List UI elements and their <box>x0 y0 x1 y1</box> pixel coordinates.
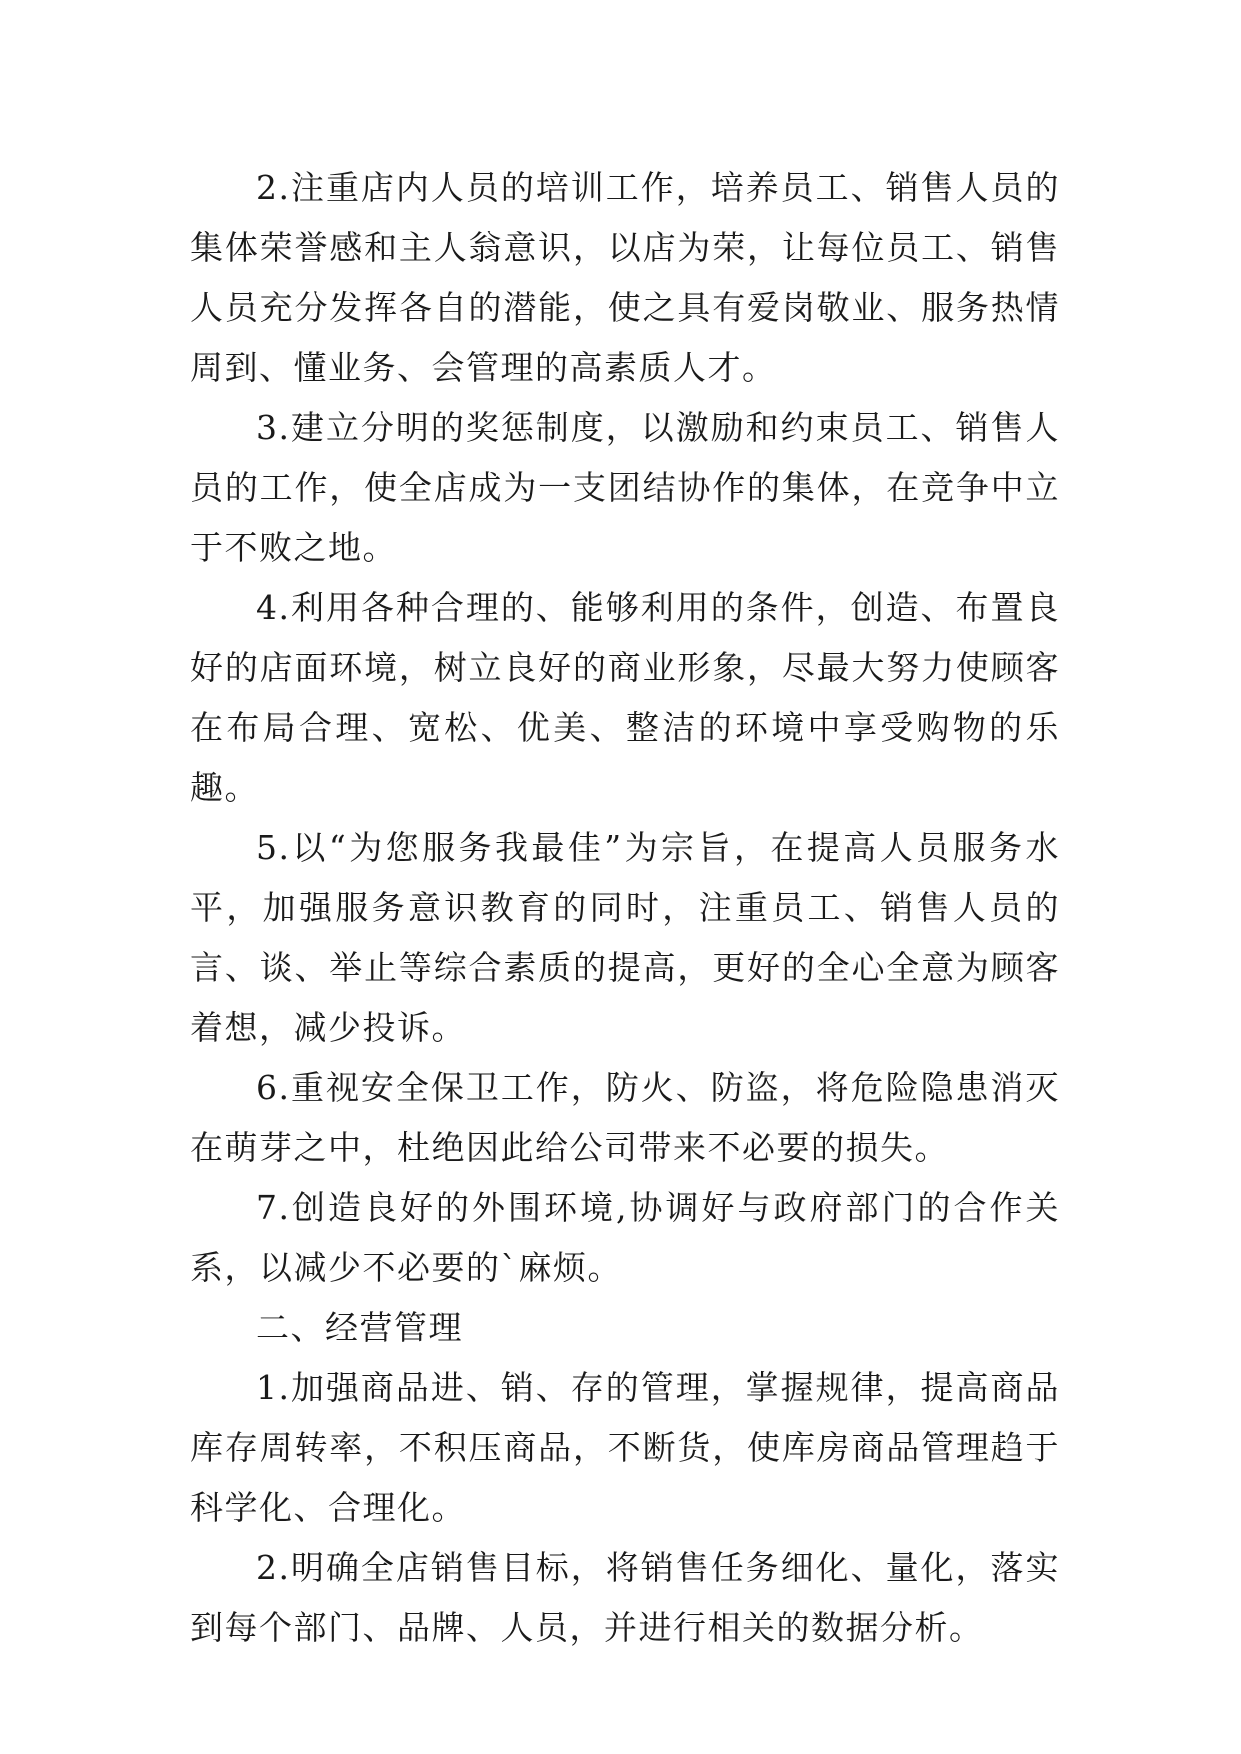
paragraph-environment: 4.利用各种合理的、能够利用的条件，创造、布置良好的店面环境，树立良好的商业形象，尽最大努力使顾客在布局合理、宽松、优美、整洁的环境中享受购物的乐趣。 <box>190 588 1060 807</box>
paragraph-security: 6.重视安全保卫工作，防火、防盗，将危险隐患消灭在萌芽之中，杜绝因此给公司带来不必要的损失。 <box>190 1068 1060 1167</box>
section-heading: 二、经营管理 <box>256 1308 463 1347</box>
paragraph-service: 5.以“为您服务我最佳”为宗旨，在提高人员服务水平，加强服务意识教育的同时，注重员工、销售人员的言、谈、举止等综合素质的提高，更好的全心全意为顾客着想，减少投诉。 <box>190 828 1060 1047</box>
paragraph-rewards: 3.建立分明的奖惩制度，以激励和约束员工、销售人员的工作，使全店成为一支团结协作的集体，在竞争中立于不败之地。 <box>190 408 1060 567</box>
document-body <box>190 158 1060 1658</box>
paragraph-sales-target: 2.明确全店销售目标，将销售任务细化、量化，落实到每个部门、品牌、人员，并进行相关的数据分析。 <box>190 1548 1060 1647</box>
paragraph-external: 7.创造良好的外围环境,协调好与政府部门的合作关系，以减少不必要的`麻烦。 <box>190 1188 1060 1287</box>
paragraph-training: 2.注重店内人员的培训工作，培养员工、销售人员的集体荣誉感和主人翁意识，以店为荣，让每位员工、销售人员充分发挥各自的潜能，使之具有爱岗敬业、服务热情周到、懂业务、会管理的高素质人才。 <box>190 168 1060 387</box>
paragraph-inventory: 1.加强商品进、销、存的管理，掌握规律，提高商品库存周转率，不积压商品，不断货，使库房商品管理趋于科学化、合理化。 <box>190 1368 1060 1527</box>
